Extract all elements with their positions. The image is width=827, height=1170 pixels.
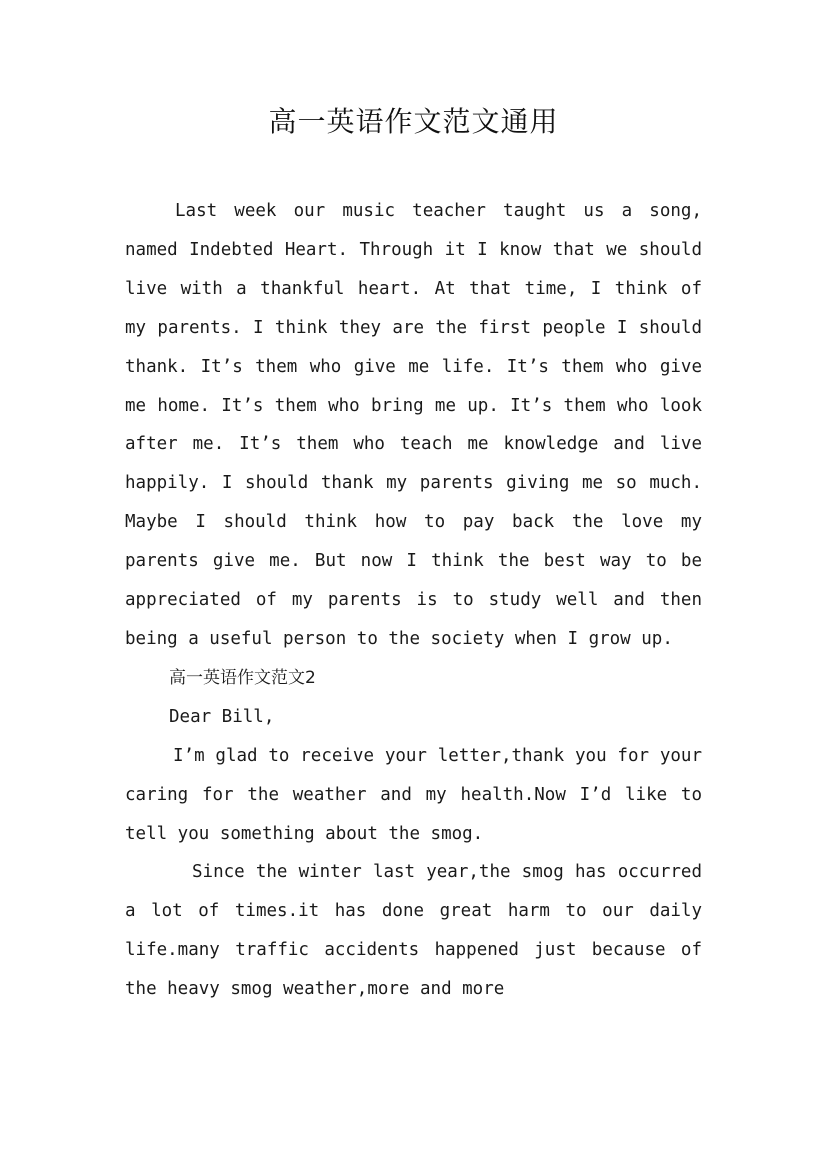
paragraph-smog: Since the winter last year,the smog has occurred a lot of times.it has done great harm to our daily life.many traffic accidents happened just because of the heavy smog weather,more and more: [125, 862, 702, 1000]
document-body: [125, 192, 702, 1009]
letter-salutation: Dear Bill,: [169, 706, 275, 727]
document-title: 高一英语作文范文通用: [268, 105, 559, 138]
paragraph-thankful-heart: Last week our music teacher taught us a song, named Indebted Heart. Through it I know that we should live with a thankful heart. At that time, I think of my parents. I think they are the first people I should thank. It’s them who give me life. It’s them who give me home. It’s them who bring me up. It’s them who look after me. It’s them who teach me knowledge and live happily. I should thank my parents giving me so much. Maybe I should think how to pay back the love my parents give me. But now I think the best way to be appreciated of my parents is to study well and then being a useful person to the society when I grow up.: [125, 201, 702, 649]
section-heading-essay-2: 高一英语作文范文2: [169, 667, 316, 688]
paragraph-letter-intro: I’m glad to receive your letter,thank you for your caring for the weather and my health.Now I’d like to tell you something about the smog.: [125, 745, 702, 844]
